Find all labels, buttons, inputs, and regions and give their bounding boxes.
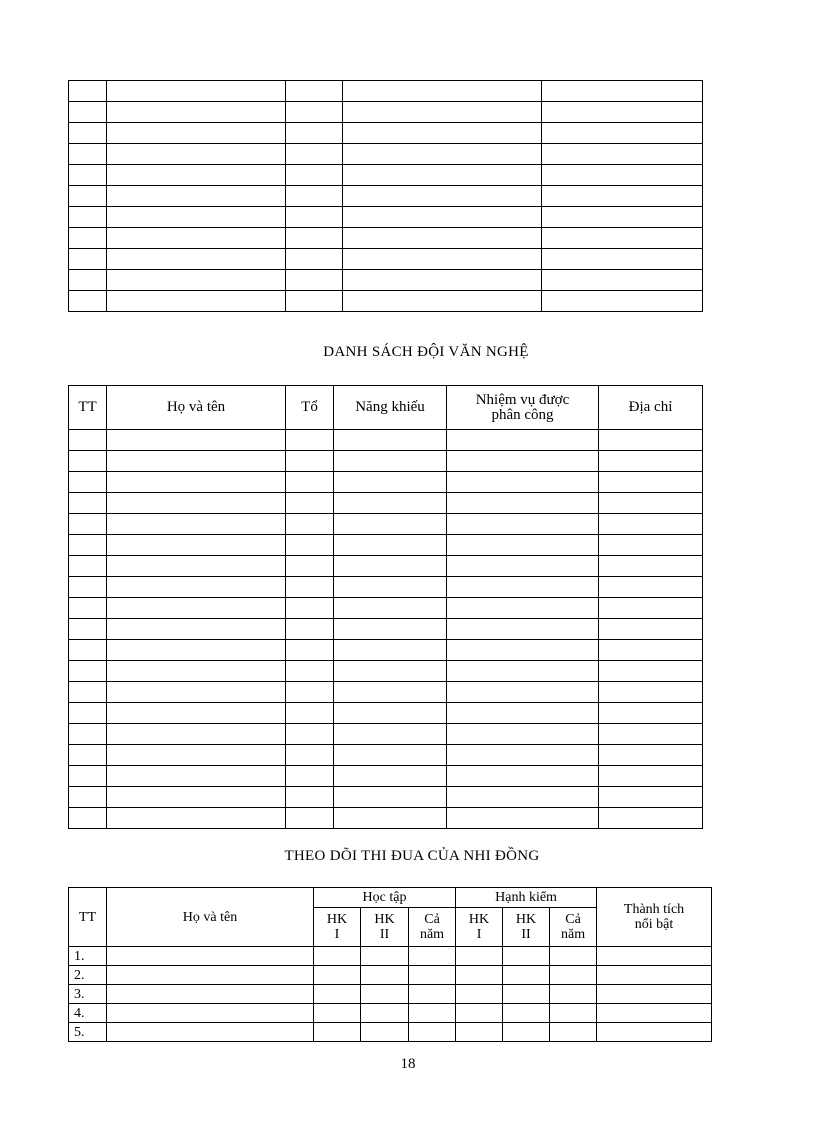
table-cell — [107, 144, 286, 165]
table-cell — [107, 703, 286, 724]
table-cell — [107, 493, 286, 514]
col-header-talent: Năng khiếu — [334, 386, 447, 430]
col-header-task-line1: Nhiệm vụ được — [475, 391, 570, 408]
table-cell — [107, 745, 286, 766]
table-row — [69, 186, 703, 207]
table-cell — [343, 249, 542, 270]
table-cell — [456, 947, 503, 966]
table-row — [69, 493, 703, 514]
row-number: 2. — [69, 966, 107, 985]
table-cell — [107, 619, 286, 640]
table-row — [69, 451, 703, 472]
table-row — [69, 430, 703, 451]
table-row — [69, 619, 703, 640]
table-cell — [334, 787, 447, 808]
table-row — [69, 1023, 712, 1042]
table-row — [69, 535, 703, 556]
hk-roman: II — [379, 927, 390, 942]
table-cell — [69, 123, 107, 144]
table-cell — [503, 966, 550, 985]
emulation-table-body — [69, 947, 712, 1042]
table-row — [69, 249, 703, 270]
table-cell — [107, 451, 286, 472]
row-number: 5. — [69, 1023, 107, 1042]
table-cell — [107, 682, 286, 703]
table-row — [69, 985, 712, 1004]
table-cell — [314, 947, 361, 966]
table-cell — [69, 472, 107, 493]
table-cell — [69, 808, 107, 829]
table-cell — [447, 535, 599, 556]
table-cell — [286, 808, 334, 829]
table-cell — [343, 144, 542, 165]
year-label-2: năm — [419, 927, 445, 942]
table-cell — [69, 598, 107, 619]
table-row — [69, 228, 703, 249]
table-row — [69, 808, 703, 829]
table-cell — [286, 703, 334, 724]
table-cell — [286, 144, 343, 165]
table-cell — [599, 472, 703, 493]
table-cell — [599, 808, 703, 829]
table-cell — [69, 724, 107, 745]
table-row — [69, 577, 703, 598]
col-header-study: Học tập — [314, 888, 456, 908]
hk-label: HK — [515, 912, 537, 927]
table-cell — [599, 493, 703, 514]
table-cell — [107, 947, 314, 966]
table-cell — [286, 228, 343, 249]
table-cell — [107, 249, 286, 270]
table-cell — [550, 1004, 597, 1023]
table-cell — [334, 556, 447, 577]
table-cell — [409, 1004, 456, 1023]
table-cell — [69, 577, 107, 598]
table-cell — [286, 81, 343, 102]
table-cell — [107, 81, 286, 102]
table-cell — [69, 745, 107, 766]
table-cell — [286, 123, 343, 144]
table-cell — [542, 249, 703, 270]
table-cell — [69, 228, 107, 249]
table-cell — [69, 703, 107, 724]
top-continuation-table — [68, 80, 703, 312]
table-cell — [542, 291, 703, 312]
table-cell — [334, 577, 447, 598]
table-row — [69, 144, 703, 165]
table-row — [69, 472, 703, 493]
table-cell — [334, 766, 447, 787]
table-row — [69, 1004, 712, 1023]
table-cell — [286, 787, 334, 808]
table-cell — [447, 808, 599, 829]
table-row — [69, 787, 703, 808]
section-title-art-team: DANH SÁCH ĐỘI VĂN NGHỆ — [323, 344, 529, 360]
table-cell — [542, 207, 703, 228]
table-row — [69, 640, 703, 661]
table-cell — [286, 472, 334, 493]
table-cell — [334, 493, 447, 514]
table-cell — [361, 1004, 409, 1023]
table-cell — [343, 270, 542, 291]
table-row — [69, 207, 703, 228]
table-cell — [334, 535, 447, 556]
table-cell — [334, 703, 447, 724]
table-cell — [409, 985, 456, 1004]
hk-roman: I — [476, 927, 482, 942]
col-header-conduct-hk1 — [456, 908, 503, 947]
table-cell — [361, 1023, 409, 1042]
table-cell — [503, 985, 550, 1004]
table-cell — [334, 451, 447, 472]
table-cell — [334, 472, 447, 493]
table-cell — [107, 787, 286, 808]
table-cell — [599, 682, 703, 703]
table-cell — [447, 661, 599, 682]
table-cell — [107, 1004, 314, 1023]
table-cell — [343, 291, 542, 312]
table-cell — [314, 1004, 361, 1023]
art-team-table — [68, 385, 703, 829]
col-header-conduct-hk2 — [503, 908, 550, 947]
table-cell — [107, 985, 314, 1004]
table-row — [69, 123, 703, 144]
table-cell — [343, 165, 542, 186]
table-cell — [107, 808, 286, 829]
row-number: 1. — [69, 947, 107, 966]
table-cell — [599, 640, 703, 661]
table-cell — [286, 186, 343, 207]
table-cell — [447, 787, 599, 808]
table-row — [69, 270, 703, 291]
table-cell — [599, 661, 703, 682]
table-cell — [599, 535, 703, 556]
table-cell — [597, 1023, 712, 1042]
year-label-2: năm — [560, 927, 586, 942]
table-cell — [503, 1004, 550, 1023]
table-cell — [107, 472, 286, 493]
table-cell — [599, 598, 703, 619]
hk-label: HK — [326, 912, 348, 927]
table-cell — [107, 291, 286, 312]
table-cell — [69, 165, 107, 186]
table-cell — [69, 291, 107, 312]
table-cell — [286, 577, 334, 598]
table-cell — [107, 598, 286, 619]
table-cell — [361, 966, 409, 985]
table-cell — [69, 451, 107, 472]
table-cell — [286, 451, 334, 472]
table-cell — [456, 1004, 503, 1023]
table-row — [69, 724, 703, 745]
table-cell — [107, 724, 286, 745]
achievement-line2: nổi bật — [634, 917, 674, 932]
table-cell — [542, 228, 703, 249]
table-cell — [107, 514, 286, 535]
table-cell — [550, 985, 597, 1004]
table-row — [69, 291, 703, 312]
table-cell — [69, 514, 107, 535]
table-cell — [542, 81, 703, 102]
table-cell — [314, 985, 361, 1004]
table-cell — [107, 766, 286, 787]
row-number: 3. — [69, 985, 107, 1004]
table-cell — [69, 640, 107, 661]
table-cell — [69, 270, 107, 291]
table-cell — [343, 228, 542, 249]
table-cell — [343, 102, 542, 123]
table-cell — [599, 451, 703, 472]
table-cell — [599, 766, 703, 787]
table-row — [69, 102, 703, 123]
table-cell — [286, 207, 343, 228]
achievement-line1: Thành tích — [623, 902, 685, 917]
table-cell — [286, 640, 334, 661]
table-cell — [107, 1023, 314, 1042]
table-row — [69, 514, 703, 535]
table-cell — [599, 556, 703, 577]
table-cell — [107, 556, 286, 577]
table-cell — [447, 640, 599, 661]
table-cell — [334, 619, 447, 640]
col-header-group: Tổ — [286, 386, 334, 430]
table-cell — [107, 966, 314, 985]
col-header-tt: TT — [69, 386, 107, 430]
table-cell — [343, 186, 542, 207]
table-row — [69, 703, 703, 724]
table-row — [69, 598, 703, 619]
table-cell — [542, 123, 703, 144]
table-cell — [286, 556, 334, 577]
table-row — [69, 556, 703, 577]
table-cell — [69, 207, 107, 228]
table-cell — [107, 123, 286, 144]
table-row — [69, 81, 703, 102]
table-cell — [286, 165, 343, 186]
table-cell — [314, 966, 361, 985]
table-cell — [107, 430, 286, 451]
col-header-tt: TT — [69, 888, 107, 947]
top-table-body — [69, 81, 703, 312]
header-row-1 — [69, 888, 712, 908]
col-header-conduct: Hạnh kiểm — [456, 888, 597, 908]
table-cell — [69, 682, 107, 703]
table-cell — [107, 535, 286, 556]
table-cell — [286, 619, 334, 640]
table-cell — [286, 598, 334, 619]
table-cell — [334, 430, 447, 451]
table-cell — [447, 724, 599, 745]
table-cell — [409, 966, 456, 985]
table-cell — [334, 661, 447, 682]
table-cell — [69, 430, 107, 451]
table-cell — [107, 270, 286, 291]
hk-roman: II — [521, 927, 531, 942]
table-cell — [286, 102, 343, 123]
table-cell — [69, 493, 107, 514]
table-cell — [447, 745, 599, 766]
table-cell — [447, 703, 599, 724]
table-cell — [597, 985, 712, 1004]
table-cell — [334, 640, 447, 661]
table-cell — [447, 514, 599, 535]
table-cell — [599, 430, 703, 451]
table-cell — [343, 81, 542, 102]
table-cell — [286, 291, 343, 312]
table-cell — [334, 808, 447, 829]
col-header-study-hk2 — [361, 908, 409, 947]
table-row — [69, 165, 703, 186]
table-cell — [447, 556, 599, 577]
table-cell — [69, 619, 107, 640]
table-cell — [550, 947, 597, 966]
table-cell — [69, 144, 107, 165]
table-cell — [69, 556, 107, 577]
table-cell — [456, 1023, 503, 1042]
table-row — [69, 766, 703, 787]
table-cell — [361, 985, 409, 1004]
table-cell — [599, 745, 703, 766]
col-header-study-year — [409, 908, 456, 947]
table-cell — [447, 493, 599, 514]
table-cell — [447, 430, 599, 451]
table-cell — [69, 81, 107, 102]
table-cell — [597, 966, 712, 985]
table-cell — [107, 640, 286, 661]
table-cell — [286, 724, 334, 745]
year-label: Cả — [565, 912, 581, 927]
table-cell — [597, 1004, 712, 1023]
table-cell — [447, 682, 599, 703]
table-cell — [599, 577, 703, 598]
hk-roman: I — [334, 927, 340, 942]
table-cell — [447, 451, 599, 472]
table-cell — [599, 724, 703, 745]
table-cell — [447, 619, 599, 640]
table-cell — [599, 787, 703, 808]
table-cell — [343, 207, 542, 228]
table-cell — [107, 661, 286, 682]
col-header-task — [447, 386, 599, 430]
table-cell — [286, 249, 343, 270]
table-cell — [107, 207, 286, 228]
table-row — [69, 745, 703, 766]
table-cell — [334, 724, 447, 745]
table-cell — [550, 966, 597, 985]
table-cell — [334, 598, 447, 619]
year-label: Cả — [424, 912, 440, 927]
table-cell — [69, 766, 107, 787]
table-cell — [69, 186, 107, 207]
table-cell — [286, 493, 334, 514]
table-cell — [334, 745, 447, 766]
table-cell — [597, 947, 712, 966]
table-cell — [286, 661, 334, 682]
col-header-study-hk1 — [314, 908, 361, 947]
table-cell — [542, 144, 703, 165]
section-title-emulation: THEO DÕI THI ĐUA CỦA NHI ĐỒNG — [284, 848, 540, 864]
row-number: 4. — [69, 1004, 107, 1023]
table-cell — [447, 472, 599, 493]
table-cell — [456, 966, 503, 985]
table-cell — [447, 766, 599, 787]
table-cell — [599, 619, 703, 640]
col-header-conduct-year — [550, 908, 597, 947]
emulation-tracking-table — [68, 887, 712, 1042]
table-cell — [286, 535, 334, 556]
table-cell — [361, 947, 409, 966]
col-header-task-line2: phân công — [491, 406, 554, 423]
hk-label: HK — [374, 912, 395, 927]
table-cell — [107, 577, 286, 598]
table-cell — [503, 1023, 550, 1042]
table-cell — [286, 682, 334, 703]
table-cell — [107, 228, 286, 249]
table-cell — [69, 249, 107, 270]
table-cell — [107, 102, 286, 123]
art-team-table-body — [69, 430, 703, 829]
table-cell — [542, 186, 703, 207]
table-row — [69, 661, 703, 682]
table-cell — [69, 535, 107, 556]
table-cell — [286, 514, 334, 535]
table-cell — [286, 745, 334, 766]
table-cell — [550, 1023, 597, 1042]
col-header-name: Họ và tên — [107, 386, 286, 430]
table-cell — [107, 186, 286, 207]
table-cell — [409, 947, 456, 966]
col-header-name: Họ và tên — [107, 888, 314, 947]
table-row — [69, 966, 712, 985]
table-cell — [314, 1023, 361, 1042]
hk-label: HK — [468, 912, 490, 927]
table-cell — [409, 1023, 456, 1042]
table-cell — [69, 661, 107, 682]
table-cell — [599, 703, 703, 724]
page-number: 18 — [400, 1056, 416, 1072]
table-cell — [447, 598, 599, 619]
table-cell — [542, 270, 703, 291]
col-header-address: Địa chỉ — [599, 386, 703, 430]
table-row — [69, 682, 703, 703]
table-cell — [447, 577, 599, 598]
table-cell — [542, 165, 703, 186]
table-cell — [286, 270, 343, 291]
table-cell — [286, 766, 334, 787]
table-row — [69, 947, 712, 966]
table-cell — [599, 514, 703, 535]
table-cell — [542, 102, 703, 123]
table-cell — [286, 430, 334, 451]
table-cell — [503, 947, 550, 966]
table-cell — [69, 787, 107, 808]
table-cell — [69, 102, 107, 123]
table-cell — [107, 165, 286, 186]
table-cell — [334, 514, 447, 535]
table-cell — [456, 985, 503, 1004]
col-header-achievement — [597, 888, 712, 947]
table-cell — [334, 682, 447, 703]
table-cell — [343, 123, 542, 144]
table-header-row — [69, 386, 703, 430]
